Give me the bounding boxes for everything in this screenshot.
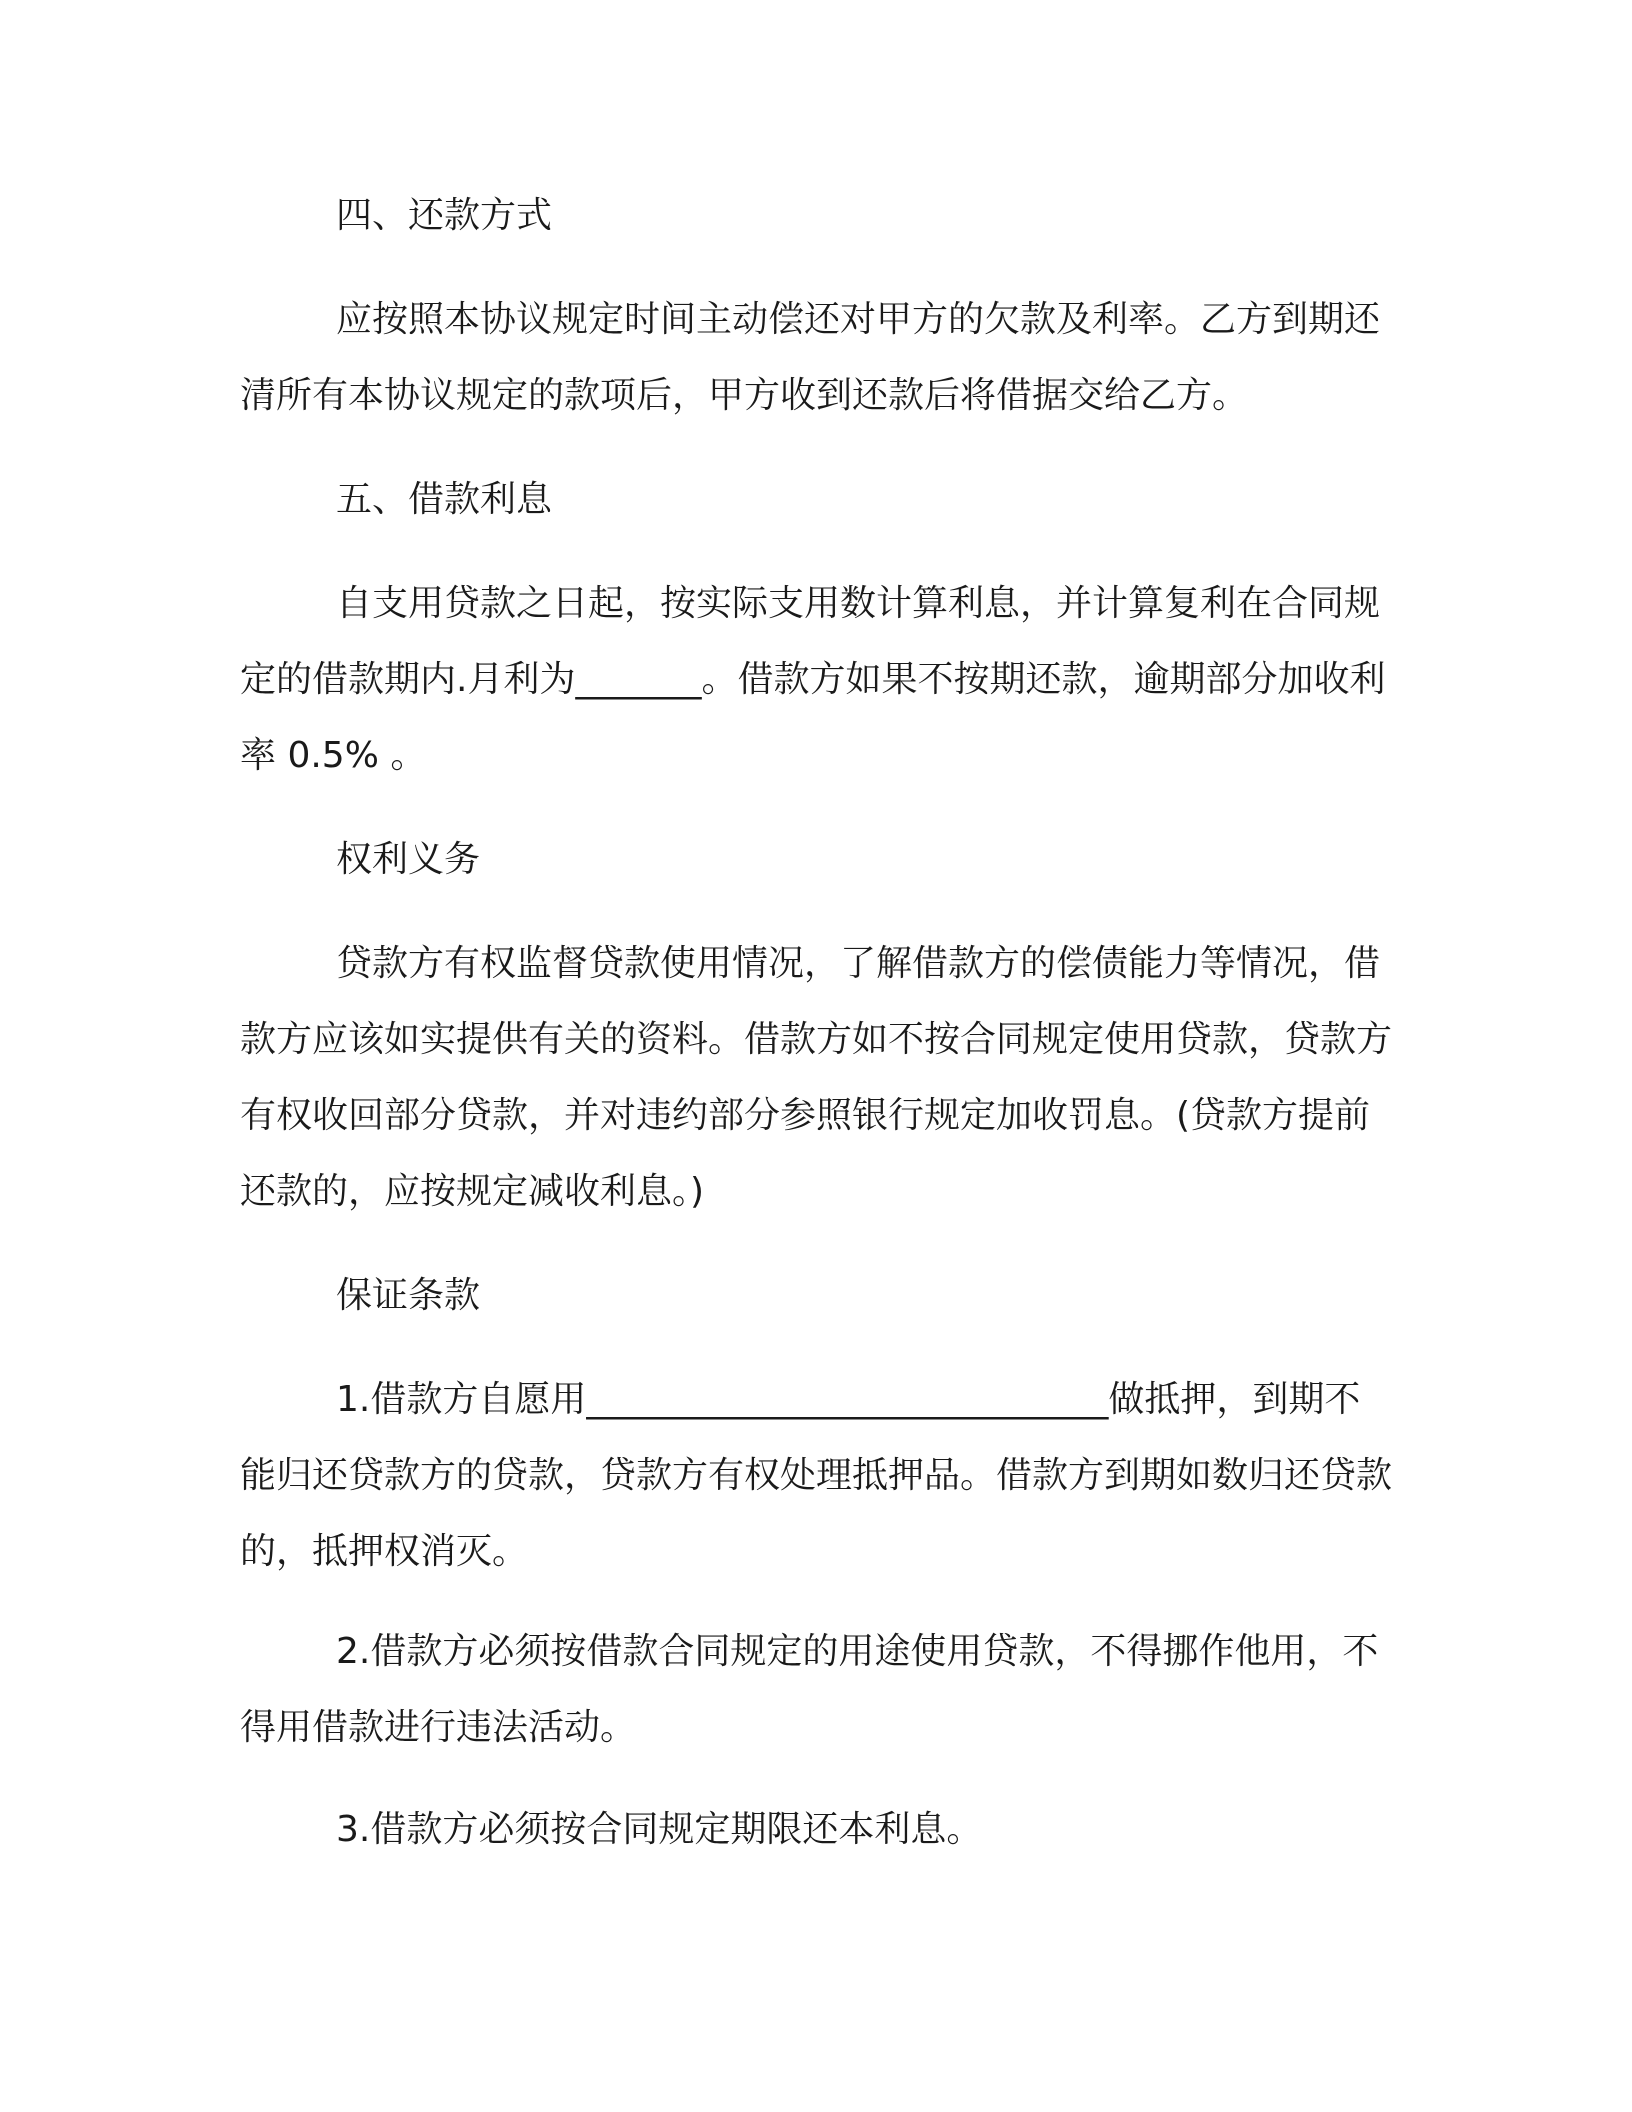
paragraph-guarantee-1: 1.借款方自愿用_____________________________做抵押，到期不能归还贷款方的贷款，贷款方有权处理抵押品。借款方到期如数归还贷款的，抵押权消灭。 [240,1379,1393,1572]
paragraph-interest: 自支用贷款之日起，按实际支用数计算利息，并计算复利在合同规定的借款期内.月利为_______。借款方如果不按期还款，逾期部分加收利率 0.5% 。 [240,583,1386,776]
section-heading-repayment: 四、还款方式 [336,195,553,236]
paragraph-repayment: 应按照本协议规定时间主动偿还对甲方的欠款及利率。乙方到期还清所有本协议规定的款项后，甲方收到还款后将借据交给乙方。 [240,299,1381,416]
section-heading-interest: 五、借款利息 [336,479,553,520]
paragraph-rights: 贷款方有权监督贷款使用情况，了解借款方的偿债能力等情况，借款方应该如实提供有关的资料。借款方如不按合同规定使用贷款，贷款方有权收回部分贷款，并对违约部分参照银行规定加收罚息。(贷款方提前还款的，应按规定减收利息。) [240,943,1393,1212]
paragraph-guarantee-2: 2.借款方必须按借款合同规定的用途使用贷款，不得挪作他用，不得用借款进行违法活动。 [240,1631,1379,1748]
section-heading-rights: 权利义务 [336,839,481,880]
section-heading-guarantee: 保证条款 [336,1275,481,1316]
paragraph-guarantee-3: 3.借款方必须按合同规定期限还本利息。 [336,1809,983,1850]
